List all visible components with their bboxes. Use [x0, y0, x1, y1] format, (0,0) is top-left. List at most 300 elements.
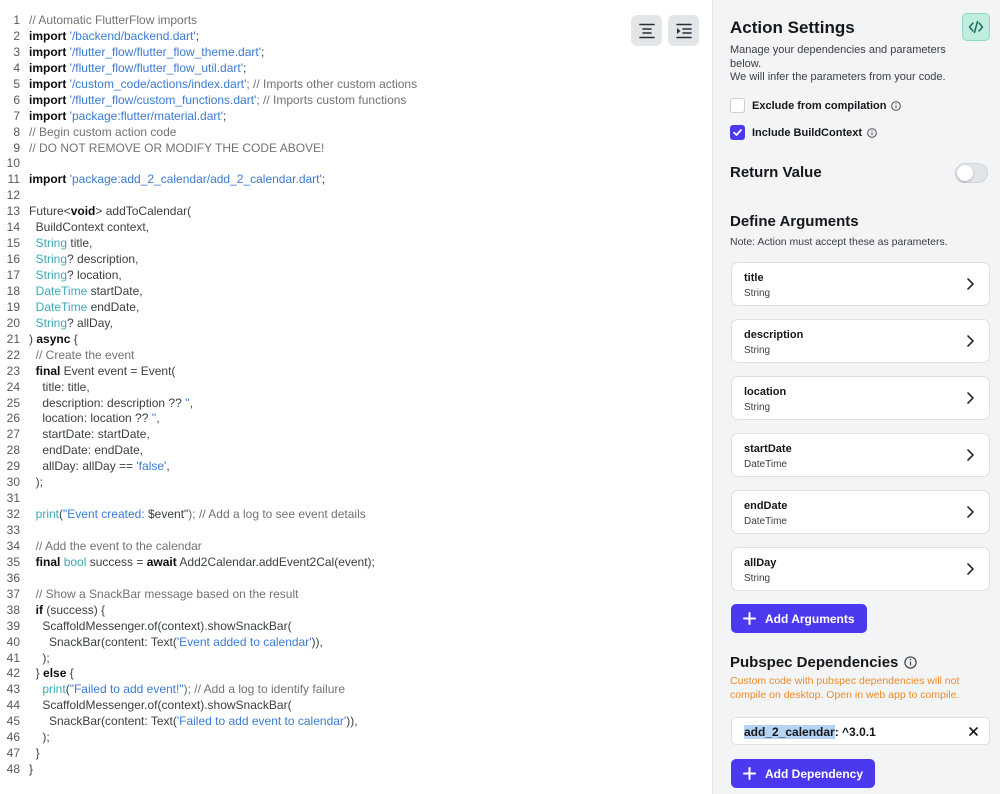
code-line[interactable]: [0, 682, 712, 698]
code-line[interactable]: [0, 125, 712, 141]
argument-name: title: [744, 272, 764, 284]
code-line[interactable]: [0, 332, 712, 348]
code-token: [29, 682, 42, 696]
code-token: BuildContext context,: [29, 220, 150, 235]
line-content: [29, 93, 406, 109]
code-token: [29, 316, 36, 330]
line-content: [29, 603, 105, 619]
line-number: 46: [6, 730, 20, 745]
line-number: 41: [6, 650, 20, 665]
code-token: SnackBar(content: Text(: [29, 634, 177, 649]
code-line[interactable]: [0, 714, 712, 730]
line-number: 12: [6, 188, 20, 203]
line-number: 10: [6, 156, 20, 171]
line-number: 14: [6, 220, 20, 235]
code-token: import: [29, 108, 67, 123]
code-token: // Add the event to the calendar: [29, 538, 202, 553]
line-number: 44: [6, 698, 20, 713]
indent-button[interactable]: [668, 15, 699, 46]
code-token: // Automatic FlutterFlow imports: [29, 13, 198, 27]
line-number: 33: [6, 523, 20, 537]
line-number: 5: [13, 76, 20, 91]
dependency-name: add_2_calendar: [744, 725, 835, 739]
code-line[interactable]: [0, 475, 712, 491]
code-line[interactable]: [0, 284, 712, 300]
code-token: > addToCalendar(: [95, 204, 192, 219]
code-token: [29, 268, 36, 282]
argument-item-location[interactable]: [731, 376, 990, 420]
plus-icon: [743, 612, 756, 625]
code-line[interactable]: [0, 698, 712, 714]
code-line[interactable]: [0, 762, 712, 778]
code-line[interactable]: [0, 587, 712, 603]
line-content: [29, 316, 113, 332]
code-token: String: [35, 268, 68, 282]
line-number: 25: [6, 395, 20, 410]
indent-icon: [675, 22, 693, 40]
line-content: [29, 284, 143, 300]
line-content: [29, 252, 138, 268]
line-content: [29, 555, 375, 571]
line-content: [29, 507, 366, 523]
line-number: 45: [6, 714, 20, 729]
line-number: 17: [6, 268, 20, 282]
code-token: ;: [223, 108, 227, 123]
argument-item-enddate[interactable]: [731, 490, 990, 534]
code-line[interactable]: [0, 156, 712, 172]
line-content: [29, 587, 298, 603]
code-line[interactable]: [0, 666, 712, 682]
code-line[interactable]: [0, 220, 712, 236]
argument-name: description: [744, 329, 804, 341]
argument-type: String: [744, 573, 771, 584]
code-token: [29, 507, 36, 521]
line-number: 30: [6, 475, 20, 490]
code-token: ScaffoldMessenger.of(context).showSnackBar(: [29, 618, 292, 633]
code-token: ,: [156, 411, 160, 426]
code-token: allDay: allDay ==: [29, 459, 137, 474]
add-dependency-label: Add Dependency: [765, 766, 864, 781]
code-token: ): [29, 331, 37, 346]
line-number: 3: [13, 44, 20, 59]
code-line[interactable]: [0, 348, 712, 364]
code-token: [29, 603, 36, 617]
code-token: // Begin custom action code: [29, 124, 177, 139]
code-token: [29, 555, 36, 569]
line-content: [29, 220, 149, 236]
code-line[interactable]: [0, 29, 712, 45]
line-content: [29, 762, 33, 778]
line-content: [29, 348, 134, 364]
code-token: ;: [243, 60, 247, 75]
code-token: ,: [189, 395, 194, 410]
line-content: [29, 443, 143, 459]
panel-description-1: Manage your dependencies and parameters below.: [730, 44, 946, 70]
info-icon[interactable]: [867, 128, 877, 138]
line-number: 28: [6, 443, 20, 458]
line-content: [29, 619, 292, 635]
code-line[interactable]: [0, 443, 712, 459]
line-number: 36: [6, 570, 20, 585]
code-line[interactable]: [0, 13, 712, 29]
panel-title: Action Settings: [730, 18, 855, 37]
code-token: endDate: endDate,: [29, 443, 144, 458]
line-number: 8: [13, 124, 20, 139]
code-token: (: [65, 682, 70, 697]
code-token: ;: [261, 44, 265, 59]
line-number: 15: [6, 236, 20, 251]
code-token: success =: [86, 554, 147, 569]
line-number: 34: [6, 538, 20, 553]
plus-icon: [743, 767, 756, 780]
dependency-field[interactable]: [731, 717, 990, 745]
code-line[interactable]: [0, 619, 712, 635]
code-token: ,: [166, 459, 170, 474]
code-token: 'package:add_2_calendar/add_2_calendar.dart': [66, 172, 322, 187]
argument-item-title[interactable]: [731, 262, 990, 306]
define-arguments-title: Define Arguments: [730, 213, 859, 230]
code-token: '/flutter_flow/flutter_flow_theme.dart': [66, 44, 262, 59]
code-token: (: [59, 507, 64, 522]
chevron-right-icon: [963, 505, 977, 519]
code-view-button[interactable]: [962, 13, 990, 41]
code-token: startDate: startDate,: [29, 427, 150, 442]
chevron-right-icon: [963, 277, 977, 291]
argument-name: allDay: [744, 557, 777, 569]
argument-type: String: [744, 345, 771, 356]
line-number: 4: [13, 60, 20, 75]
code-token: }: [29, 666, 44, 681]
line-number: 42: [6, 666, 20, 681]
close-icon[interactable]: [968, 726, 979, 737]
code-token: {: [70, 331, 78, 346]
info-icon[interactable]: [904, 656, 917, 669]
code-line[interactable]: [0, 491, 712, 507]
line-content: [29, 172, 325, 188]
code-token: DateTime: [35, 299, 88, 314]
line-content: [29, 682, 345, 698]
code-token: import: [29, 60, 67, 75]
line-content: [29, 396, 193, 412]
action-settings-panel: [712, 0, 1000, 794]
dependency-version: : ^3.0.1: [834, 725, 876, 739]
include-buildcontext-row[interactable]: [730, 125, 877, 140]
code-token: '': [185, 395, 190, 410]
code-line[interactable]: [0, 571, 712, 587]
code-token: String: [35, 236, 68, 251]
code-token: ;: [195, 28, 200, 43]
code-token: print: [35, 507, 60, 522]
code-token: [29, 252, 36, 266]
code-token: final: [35, 554, 61, 569]
code-token: 'Failed to add event to calendar': [176, 714, 347, 729]
line-content: [29, 29, 199, 45]
align-center-icon: [638, 22, 656, 40]
code-token: [29, 284, 36, 298]
line-number: 31: [6, 491, 20, 506]
code-token: endDate,: [87, 299, 140, 314]
code-token: if: [35, 602, 44, 617]
code-token: void: [70, 204, 96, 219]
argument-name: startDate: [744, 443, 792, 455]
code-line[interactable]: [0, 188, 712, 204]
code-line[interactable]: [0, 61, 712, 77]
dependency-text[interactable]: [744, 725, 876, 739]
code-token: else: [43, 666, 67, 681]
code-line[interactable]: [0, 380, 712, 396]
panel-description-2: We will infer the parameters from your code.: [730, 71, 946, 83]
code-token: 'Event added to calendar': [176, 634, 312, 649]
code-token: [29, 364, 36, 378]
line-content: [29, 13, 197, 29]
code-line[interactable]: [0, 77, 712, 93]
code-line[interactable]: [0, 459, 712, 475]
line-number: 9: [13, 140, 20, 155]
code-token: '/custom_code/actions/index.dart': [66, 76, 247, 91]
code-line[interactable]: [0, 396, 712, 412]
code-line[interactable]: [0, 411, 712, 427]
argument-type: DateTime: [744, 459, 787, 470]
code-line[interactable]: [0, 93, 712, 109]
code-line[interactable]: [0, 730, 712, 746]
code-token: location: location ??: [29, 411, 152, 426]
toggle-knob: [957, 165, 973, 181]
line-number: 1: [13, 13, 20, 27]
code-token: description: description ??: [29, 395, 186, 410]
exclude-compilation-label: Exclude from compilation: [752, 99, 887, 112]
code-icon: [968, 19, 984, 35]
code-token: 'false': [136, 459, 167, 474]
line-number: 35: [6, 554, 20, 569]
return-value-label: Return Value: [730, 164, 822, 181]
line-number: 22: [6, 347, 20, 362]
line-content: [29, 714, 358, 730]
code-token: Event event = Event(: [60, 363, 176, 378]
code-token: startDate,: [87, 283, 143, 298]
line-content: [29, 125, 176, 141]
argument-item-description[interactable]: [731, 319, 990, 363]
code-token: '': [151, 411, 157, 426]
line-number: 48: [6, 762, 20, 777]
code-token: 'package:flutter/material.dart': [66, 108, 223, 123]
code-token: '/flutter_flow/custom_functions.dart': [66, 92, 257, 107]
line-number: 2: [13, 28, 20, 43]
code-token: }: [29, 746, 40, 761]
code-token: async: [36, 331, 71, 346]
code-line[interactable]: [0, 236, 712, 252]
code-token: {: [66, 666, 74, 681]
add-arguments-button[interactable]: [731, 604, 867, 633]
code-token: String: [35, 315, 68, 330]
line-number: 37: [6, 586, 20, 601]
code-token: String: [35, 252, 68, 267]
line-number: 13: [6, 204, 20, 219]
line-number: 38: [6, 602, 20, 617]
line-content: [29, 427, 150, 443]
code-token: // Show a SnackBar message based on the result: [29, 586, 299, 601]
exclude-compilation-row[interactable]: [730, 98, 901, 113]
line-content: [29, 380, 90, 396]
code-token: import: [29, 76, 67, 91]
line-number: 47: [6, 746, 20, 761]
checkmark-icon: [732, 127, 743, 138]
line-number: 20: [6, 315, 20, 330]
argument-type: String: [744, 288, 771, 299]
line-content: [29, 651, 50, 667]
line-number: 32: [6, 507, 20, 522]
chevron-right-icon: [963, 562, 977, 576]
line-number: 7: [13, 108, 20, 123]
code-token: ? allDay,: [67, 315, 113, 330]
code-token: DateTime: [35, 283, 88, 298]
code-line[interactable]: [0, 555, 712, 571]
line-number: 11: [7, 172, 20, 187]
code-token: ; // Imports other custom actions: [246, 76, 418, 91]
line-content: [29, 730, 50, 746]
argument-name: endDate: [744, 500, 788, 512]
code-token: SnackBar(content: Text(: [29, 714, 177, 729]
code-token: print: [42, 682, 66, 697]
pubspec-warning: Custom code with pubspec dependencies will not compile on desktop. Open in web app to compile.: [730, 675, 960, 701]
code-token: Future<: [29, 204, 71, 219]
align-center-button[interactable]: [631, 15, 662, 46]
code-line[interactable]: [0, 252, 712, 268]
code-token: // DO NOT REMOVE OR MODIFY THE CODE ABOVE!: [29, 140, 325, 155]
line-number: 29: [6, 459, 20, 474]
line-number: 18: [6, 283, 20, 298]
line-number: 43: [6, 682, 20, 697]
chevron-right-icon: [963, 334, 977, 348]
code-token: "Event created:: [63, 507, 148, 522]
code-token: // Create the event: [29, 347, 135, 362]
add-arguments-label: Add Arguments: [765, 611, 855, 626]
line-number: 27: [6, 427, 20, 442]
code-line[interactable]: [0, 364, 712, 380]
code-token: '/backend/backend.dart': [66, 28, 196, 43]
code-line[interactable]: [0, 603, 712, 619]
line-content: [29, 268, 122, 284]
line-number: 24: [6, 379, 20, 394]
chevron-right-icon: [963, 391, 977, 405]
return-value-toggle[interactable]: [955, 163, 988, 183]
code-token: ); // Add a log to see event details: [188, 507, 366, 522]
line-content: [29, 475, 43, 491]
code-line[interactable]: [0, 316, 712, 332]
line-content: [29, 77, 417, 93]
code-token: ? location,: [67, 268, 122, 282]
include-buildcontext-checkbox[interactable]: [730, 125, 745, 140]
line-content: [29, 300, 139, 316]
line-content: [29, 459, 170, 475]
code-token: bool: [63, 554, 87, 569]
exclude-compilation-checkbox[interactable]: [730, 98, 745, 113]
argument-type: DateTime: [744, 516, 787, 527]
line-content: [29, 236, 92, 252]
code-line[interactable]: [0, 746, 712, 762]
code-line[interactable]: [0, 635, 712, 651]
code-line[interactable]: [0, 109, 712, 125]
line-content: [29, 45, 264, 61]
code-line[interactable]: [0, 651, 712, 667]
line-content: [29, 141, 324, 157]
code-area[interactable]: [0, 13, 712, 778]
argument-item-allday[interactable]: [731, 547, 990, 591]
code-token: }: [29, 762, 34, 777]
code-line[interactable]: [0, 539, 712, 555]
code-line[interactable]: [0, 523, 712, 539]
code-line[interactable]: [0, 507, 712, 523]
line-number: 6: [13, 92, 20, 107]
define-arguments-note: Note: Action must accept these as parameters.: [730, 236, 948, 248]
code-line[interactable]: [0, 204, 712, 220]
code-token: )),: [311, 634, 323, 649]
code-token: ; // Imports custom functions: [256, 92, 407, 107]
code-line[interactable]: [0, 427, 712, 443]
code-token: import: [29, 92, 67, 107]
code-token: ScaffoldMessenger.of(context).showSnackBar(: [29, 698, 292, 713]
line-number: 40: [6, 634, 20, 649]
code-line[interactable]: [0, 300, 712, 316]
line-number: 23: [6, 363, 20, 378]
code-token: );: [29, 730, 50, 745]
line-content: [29, 698, 292, 714]
line-number: 26: [6, 411, 20, 426]
line-number: 21: [6, 331, 20, 346]
code-line[interactable]: [0, 141, 712, 157]
line-content: [29, 635, 323, 651]
pubspec-title: Pubspec Dependencies: [730, 654, 899, 671]
argument-name: location: [744, 386, 787, 398]
add-dependency-button[interactable]: [731, 759, 875, 788]
code-line[interactable]: [0, 172, 712, 188]
code-token: );: [29, 475, 43, 490]
info-icon[interactable]: [891, 101, 901, 111]
line-content: [29, 109, 226, 125]
code-line[interactable]: [0, 268, 712, 284]
include-buildcontext-label: Include BuildContext: [752, 126, 862, 139]
code-token: await: [146, 554, 177, 569]
pubspec-title-row: [730, 654, 917, 671]
code-token: Add2Calendar.addEvent2Cal(event);: [176, 554, 375, 569]
code-token: "Failed to add event!": [69, 682, 184, 697]
code-line[interactable]: [0, 45, 712, 61]
code-token: title,: [67, 236, 93, 251]
code-token: import: [29, 44, 67, 59]
line-content: [29, 61, 246, 77]
code-token: )),: [346, 714, 358, 729]
code-token: (success) {: [43, 602, 106, 617]
argument-item-startdate[interactable]: [731, 433, 990, 477]
line-content: [29, 666, 74, 682]
line-content: [29, 204, 191, 220]
line-content: [29, 332, 78, 348]
code-token: );: [29, 650, 50, 665]
argument-type: String: [744, 402, 771, 413]
code-token: title: title,: [29, 379, 90, 394]
chevron-right-icon: [963, 448, 977, 462]
code-token: $event": [148, 507, 189, 522]
line-content: [29, 364, 175, 380]
code-token: ? description,: [67, 252, 139, 267]
code-token: ;: [321, 172, 326, 187]
code-token: final: [35, 363, 61, 378]
line-content: [29, 539, 202, 555]
code-token: [29, 236, 36, 250]
line-number: 19: [6, 299, 20, 314]
code-token: import: [29, 28, 67, 43]
code-token: ); // Add a log to identify failure: [183, 682, 346, 697]
line-content: [29, 411, 160, 427]
